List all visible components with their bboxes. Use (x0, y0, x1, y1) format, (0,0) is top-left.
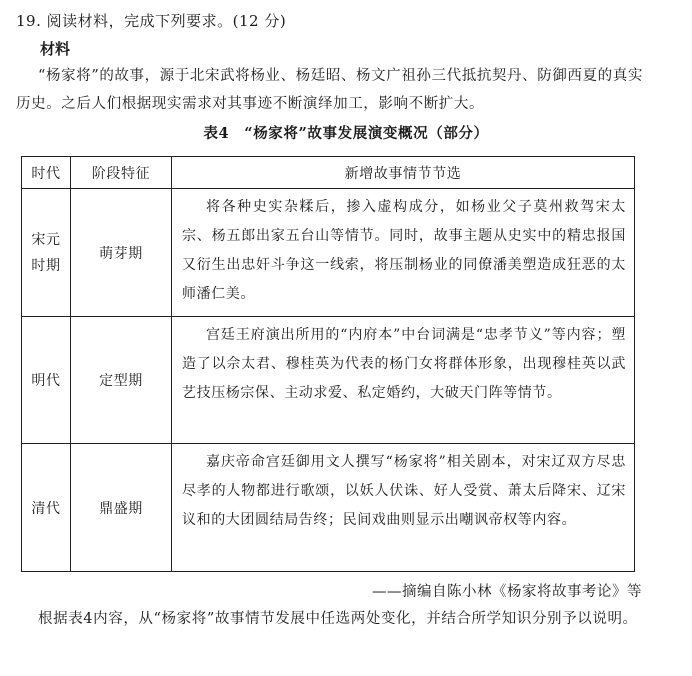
era-cell: 清代 (22, 444, 71, 572)
stage-cell: 萌芽期 (71, 189, 172, 317)
content-cell: 将各种史实杂糅后，掺入虚构成分，如杨业父子莫州救驾宋太宗、杨五郎出家五台山等情节。同时，故事主题从史实中的精忠报国又衍生出忠奸斗争这一线索，将压制杨业的同僚潘美塑造成狂恶的太师潘仁美。 (172, 189, 635, 317)
table-row (22, 189, 635, 317)
stage-cell: 鼎盛期 (71, 444, 172, 572)
era-text: 宋元时期 (31, 231, 61, 274)
stage-cell: 定型期 (71, 317, 172, 444)
content-cell: 宫廷王府演出所用的“内府本”中台词满是“忠孝节义”等内容；塑造了以佘太君、穆桂英为代表的杨门女将群体形象，出现穆桂英以武艺技压杨宗保、主动求爱、私定婚约，大破天门阵等情节。 (172, 317, 635, 444)
content-cell: 嘉庆帝命宫廷御用文人撰写“杨家将”相关剧本，对宋辽双方尽忠尽孝的人物都进行歌颂，以妖人伏诛、好人受赏、萧太后降宋、辽宋议和的大团圆结局告终；民间戏曲则显示出嘲讽帝权等内容。 (172, 444, 635, 572)
source-citation: ——摘编自陈小林《杨家将故事考论》等 (372, 584, 642, 600)
era-cell (22, 189, 71, 317)
task-prompt: 根据表4内容，从“杨家将”故事情节发展中任选两处变化，并结合所学知识分别予以说明。 (38, 611, 638, 627)
header-era: 时代 (22, 157, 71, 189)
table-row (22, 317, 635, 444)
table-row (22, 444, 635, 572)
question-header: 19. 阅读材料，完成下列要求。(12 分) (16, 12, 287, 30)
table-caption: 表4 “杨家将”故事发展演变概况（部分） (203, 125, 489, 142)
material-title: 材料 (40, 40, 71, 58)
table-header-row (22, 157, 635, 189)
material-intro: “杨家将”的故事，源于北宋武将杨业、杨廷昭、杨文广祖孙三代抵抗契丹、防御西夏的真实历史。之后人们根据现实需求对其事迹不断演绎加工，影响不断扩大。 (16, 68, 643, 112)
header-content: 新增故事情节节选 (172, 157, 635, 189)
era-cell: 明代 (22, 317, 71, 444)
header-stage: 阶段特征 (71, 157, 172, 189)
story-evolution-table (21, 156, 635, 572)
